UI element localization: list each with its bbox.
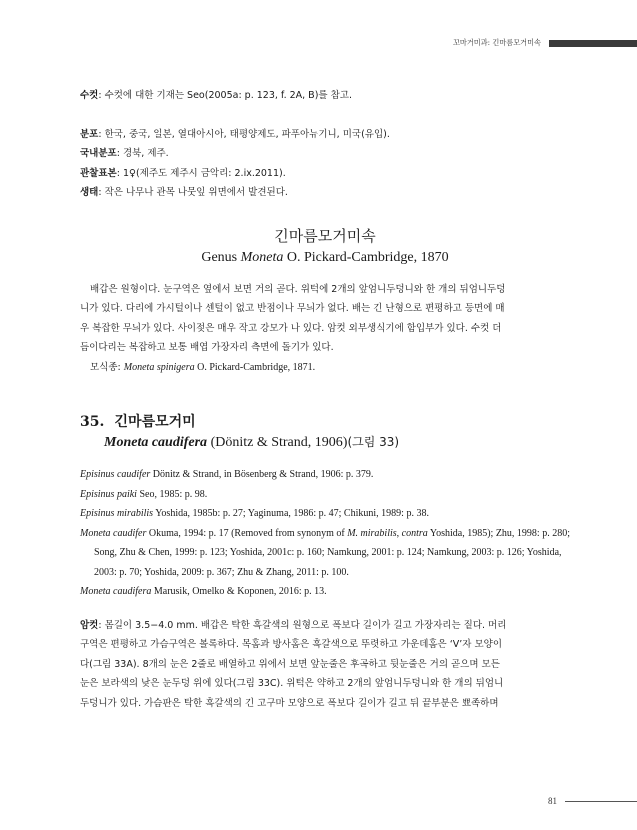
genus-description-line: 배갑은 원형이다. 눈구역은 옆에서 보면 거의 곧다. 위턱에 2개의 앞엄니두덩니와 한 개의 뒤엄니두덩 xyxy=(90,283,506,295)
female-description-line: 눈은 보라색의 낮은 눈두덩 위에 있다(그림 33C). 위턱은 약하고 2개의 앞엄니두덩니와 한 개의 뒤엄니 xyxy=(80,678,504,689)
female-description-line: 다(그림 33A). 8개의 눈은 2줄로 배열하고 위에서 보면 앞눈줄은 후곡하고 뒷눈줄은 거의 곧으며 모든 xyxy=(80,658,500,670)
specimen-label: 관찰표본 xyxy=(80,167,117,179)
male-paragraph xyxy=(80,86,570,106)
synonym-entry: Episinus caudifer Dönitz & Strand, in Bösenberg & Strand, 1906: p. 379. xyxy=(80,469,374,480)
female-description-line: 두덩니가 있다. 가슴판은 탁한 흑갈색의 긴 고구마 모양으로 폭보다 길이가 길고 뒤 끝부분은 뾰족하며 xyxy=(80,697,499,709)
genus-description-line: 우 복잡한 무늬가 있다. 사이젖은 매우 작고 강모가 나 있다. 암컷 외부생식기에 함입부가 있다. 수컷 더 xyxy=(80,322,502,334)
male-label: 수컷 xyxy=(80,90,99,101)
female-description-line: 암컷: 몸길이 3.5−4.0 mm. 배갑은 탁한 흑갈색의 원형으로 폭보다 길이가 길고 가장자리는 짙다. 머리 xyxy=(80,619,507,631)
running-head-text: 꼬마거미과: 긴마름모거미속 xyxy=(452,38,541,47)
distribution-text: : 한국, 중국, 일본, 열대아시아, 태평양제도, 파푸아뉴기니, 미국(유입). xyxy=(98,128,390,140)
synonym-entry: Moneta caudifera Marusik, Omelko & Koponen, 2016: p. 13. xyxy=(80,586,327,597)
ecology-label: 생태 xyxy=(80,187,99,198)
korean-distribution-text: : 경북, 제주. xyxy=(116,148,169,159)
genus-description-line: 듬이다리는 복잡하고 보통 배엽 가장자리 측면에 돌기가 있다. xyxy=(80,342,334,353)
synonym-entry: Episinus mirabilis Yoshida, 1985b: p. 27; Yaginuma, 1986: p. 47; Chikuni, 1989: p. 38. xyxy=(80,508,429,519)
running-head-bar xyxy=(549,40,637,47)
running-head xyxy=(453,38,637,48)
distribution-paragraph xyxy=(80,125,570,145)
page-number: 81 xyxy=(548,796,557,806)
ecology-text: : 작은 나무나 관목 나뭇잎 위면에서 발견된다. xyxy=(98,187,288,198)
footer-rule xyxy=(565,801,637,802)
synonym-entry: Moneta caudifer Okuma, 1994: p. 17 (Removed from synonym of M. mirabilis, contra Yoshida, 1985); Zhu, 1998: p. 280; Song, Zhu & Chen, 1999: p. 123; Yoshida, 2001c: p. 160; Namkung, 2001: p. 124; Namkung, 2003: p. 126; Yoshida, 2003: p. 70; Yoshida, 2009: p. 367; Zhu & Zhang, 2011: p. 100. xyxy=(80,527,570,578)
distribution-label: 분포 xyxy=(80,128,99,140)
species-name-korean: 긴마름모거미 xyxy=(114,414,196,430)
male-text: : 수컷에 대한 기재는 Seo(2005a: p. 123, f. 2A, B)를 참고. xyxy=(98,90,352,101)
page-footer xyxy=(548,796,637,806)
type-species-line: 모식종: Moneta spinigera O. Pickard-Cambridge, 1871. xyxy=(90,361,316,373)
synonym-entry: Episinus paiki Seo, 1985: p. 98. xyxy=(80,488,208,500)
species-number: 35. xyxy=(80,414,105,430)
specimen-text: : 1♀(제주도 제주시 금악리: 2.ix.2011). xyxy=(116,167,286,179)
species-heading xyxy=(80,411,570,451)
korean-distribution-paragraph xyxy=(80,144,570,164)
page-content xyxy=(80,86,570,713)
specimen-paragraph xyxy=(80,164,570,184)
ecology-paragraph xyxy=(80,183,570,203)
genus-title-korean: 긴마름모거미속 xyxy=(274,226,376,245)
female-description-line: 구역은 편평하고 가슴구역은 볼록하다. 목홈과 방사홈은 흑갈색으로 뚜렷하고 가운데홈은 ‘V’자 모양이 xyxy=(80,639,503,650)
species-name-scientific: Moneta caudifera (Dönitz & Strand, 1906)(그림 33) xyxy=(104,435,400,450)
female-label: 암컷 xyxy=(80,619,99,631)
korean-distribution-label: 국내분포 xyxy=(80,148,117,159)
genus-description-line: 니가 있다. 다리에 가시털이나 센털이 없고 반점이나 무늬가 없다. 배는 긴 난형으로 편평하고 등면에 매 xyxy=(80,303,505,314)
genus-title-english: Genus Moneta O. Pickard-Cambridge, 1870 xyxy=(201,249,449,265)
